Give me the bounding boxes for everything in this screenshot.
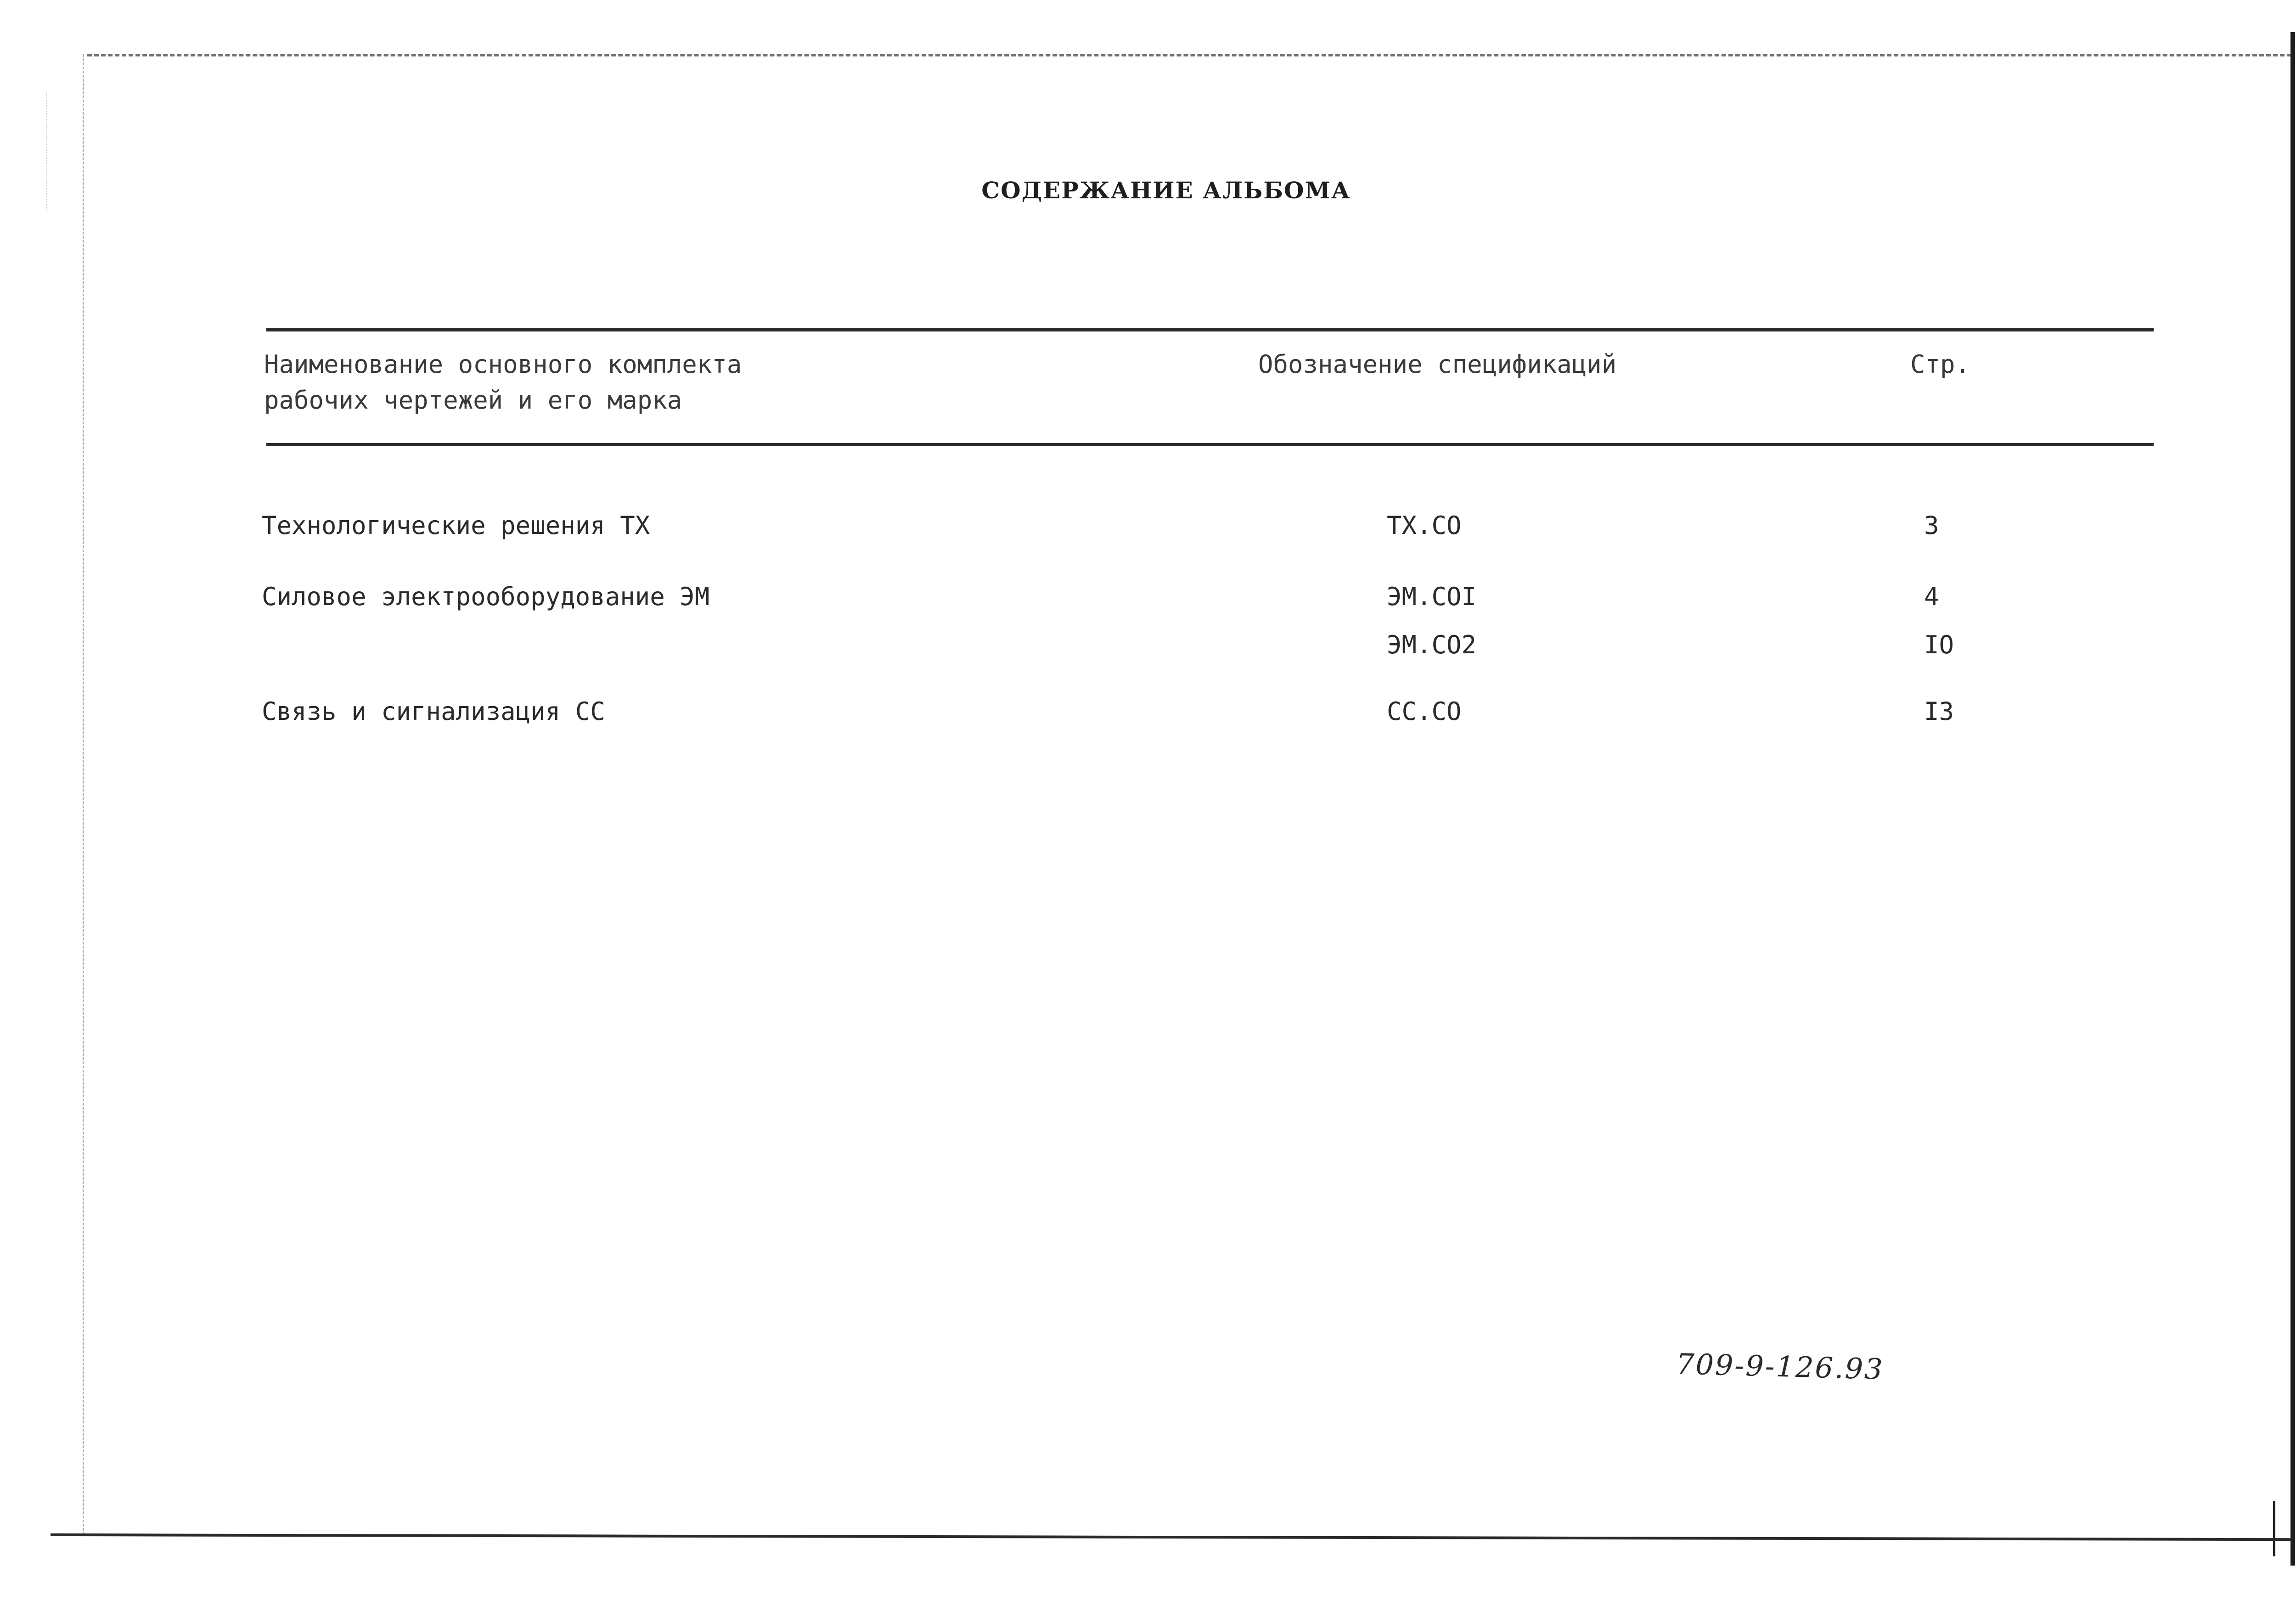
table-row-4-page: I3 — [1924, 697, 1954, 726]
sheet-frame-right-tick — [2273, 1501, 2275, 1556]
header-name — [264, 347, 1091, 418]
table-row-2-spec: ЭМ.СОI — [1387, 582, 1477, 611]
sheet-frame-right — [2290, 32, 2295, 1566]
sheet-frame-left — [83, 54, 84, 1535]
page-title: СОДЕРЖАНИЕ АЛЬБОМА — [981, 177, 1351, 204]
table-row-1-page: 3 — [1924, 511, 1939, 540]
table-row-1-name: Технологические решения ТХ — [262, 511, 650, 540]
table-header-rule — [266, 443, 2154, 446]
sheet-frame-top — [87, 54, 2291, 56]
table-row-1-spec: ТХ.СО — [1387, 511, 1462, 540]
header-name-line-2: рабочих чертежей и его марка — [264, 386, 682, 415]
sheet-frame-bottom — [51, 1533, 2291, 1541]
header-spec: Обозначение спецификаций — [1258, 350, 1617, 379]
table-row-2-page: 4 — [1924, 582, 1939, 611]
header-page: Стр. — [1910, 350, 1970, 379]
table-row-3-page: IО — [1924, 630, 1954, 659]
table-row-3-spec: ЭМ.СО2 — [1387, 630, 1477, 659]
header-name-line-1: Наименование основного комплекта — [264, 350, 742, 379]
table-row-4-name: Связь и сигнализация СС — [262, 697, 605, 726]
table-row-2-name: Силовое электрооборудование ЭМ — [262, 582, 710, 611]
document-code: 709-9-126.93 — [1676, 1347, 1885, 1386]
table-top-rule — [266, 328, 2154, 331]
table-row-4-spec: СС.СО — [1387, 697, 1462, 726]
